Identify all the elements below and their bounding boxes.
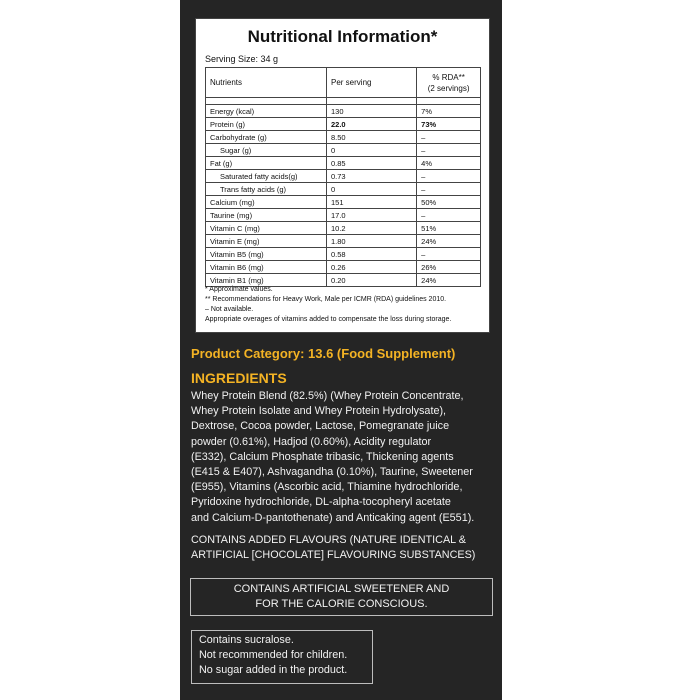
- ingredients-line: Whey Protein Blend (82.5%) (Whey Protein Concentrate,: [191, 390, 464, 402]
- rda-value: –: [417, 248, 481, 261]
- table-row: [206, 209, 481, 222]
- serving-size: Serving Size: 34 g: [205, 54, 279, 64]
- rda-value: 7%: [417, 105, 481, 118]
- ingredients-text: [191, 389, 494, 526]
- nutrient-name: Trans fatty acids (g): [206, 183, 327, 196]
- nutrient-name: Carbohydrate (g): [206, 131, 327, 144]
- table-row: [206, 235, 481, 248]
- ingredients-line: (E415 & E407), Ashvagandha (0.10%), Taurine, Sweetener: [191, 466, 473, 479]
- rda-value: –: [417, 183, 481, 196]
- sweetener-notice-box: [190, 578, 493, 616]
- table-row: [206, 105, 481, 118]
- footnote: * Approximate values.: [205, 286, 273, 293]
- ingredients-line: and Calcium-D-pantothenate) and Anticaking agent (E551).: [191, 511, 475, 524]
- footnote: – Not available.: [205, 306, 254, 313]
- table-spacer-row: [206, 98, 481, 105]
- rda-value: 24%: [417, 274, 481, 287]
- ingredients-line: powder (0.61%), Hadjod (0.60%), Acidity regulator: [191, 435, 432, 448]
- footnote: Appropriate overages of vitamins added to compensate the loss during storage.: [205, 316, 452, 323]
- table-row: [206, 222, 481, 235]
- header-rda-line1: % RDA**: [432, 72, 465, 82]
- header-nutrients: Nutrients: [206, 68, 327, 98]
- rda-value: 73%: [417, 118, 481, 131]
- per-serving-value: 130: [327, 105, 417, 118]
- nutrient-name: Energy (kcal): [206, 105, 327, 118]
- table-row: [206, 261, 481, 274]
- ingredients-line: Pyridoxine hydrochloride, DL-alpha-tocopheryl acetate: [191, 496, 451, 509]
- rda-value: –: [417, 144, 481, 157]
- sweetener-line: CONTAINS ARTIFICIAL SWEETENER AND: [233, 583, 450, 595]
- per-serving-value: 0.85: [327, 157, 417, 170]
- warnings-box: [191, 630, 373, 684]
- nutrient-name: Sugar (g): [206, 144, 327, 157]
- footnote: ** Recommendations for Heavy Work, Male per ICMR (RDA) guidelines 2010.: [205, 296, 447, 303]
- nutrient-name: Vitamin B6 (mg): [206, 261, 327, 274]
- nutrient-name: Vitamin B1 (mg): [206, 274, 327, 287]
- table-row: [206, 248, 481, 261]
- product-category: Product Category: 13.6 (Food Supplement): [191, 346, 456, 361]
- table-row: [206, 183, 481, 196]
- ingredients-heading: INGREDIENTS: [191, 370, 287, 386]
- header-per-serving: Per serving: [327, 68, 417, 98]
- per-serving-value: 151: [327, 196, 417, 209]
- nutrient-name: Saturated fatty acids(g): [206, 170, 327, 183]
- nutrient-name: Vitamin C (mg): [206, 222, 327, 235]
- nutrient-name: Calcium (mg): [206, 196, 327, 209]
- table-row: [206, 131, 481, 144]
- flavours-statement: [191, 533, 494, 563]
- sweetener-line: FOR THE CALORIE CONSCIOUS.: [255, 598, 428, 610]
- table-row: [206, 157, 481, 170]
- warning-line: Contains sucralose.: [199, 634, 294, 646]
- flavours-line: ARTIFICIAL [CHOCOLATE] FLAVOURING SUBSTANCES): [191, 549, 476, 561]
- per-serving-value: 17.0: [327, 209, 417, 222]
- header-rda-line2: (2 servings): [427, 83, 470, 93]
- table-row: [206, 196, 481, 209]
- nutrient-name: Vitamin E (mg): [206, 235, 327, 248]
- nutrient-name: Fat (g): [206, 157, 327, 170]
- table-row: [206, 170, 481, 183]
- per-serving-value: 0.58: [327, 248, 417, 261]
- per-serving-value: 1.80: [327, 235, 417, 248]
- per-serving-value: 22.0: [327, 118, 417, 131]
- nutrition-title: Nutritional Information*: [247, 27, 438, 46]
- nutrition-table: [205, 67, 481, 287]
- nutrition-facts-box: [195, 18, 490, 333]
- per-serving-value: 0: [327, 183, 417, 196]
- nutrient-name: Taurine (mg): [206, 209, 327, 222]
- warning-line: No sugar added in the product.: [199, 664, 348, 676]
- rda-value: 51%: [417, 222, 481, 235]
- per-serving-value: 0: [327, 144, 417, 157]
- ingredients-line: (E332), Calcium Phosphate tribasic, Thickening agents: [191, 450, 454, 463]
- flavours-line: CONTAINS ADDED FLAVOURS (NATURE IDENTICAL &: [191, 534, 466, 546]
- rda-value: –: [417, 170, 481, 183]
- nutrient-name: Vitamin B5 (mg): [206, 248, 327, 261]
- rda-value: –: [417, 209, 481, 222]
- per-serving-value: 0.20: [327, 274, 417, 287]
- rda-value: 4%: [417, 157, 481, 170]
- per-serving-value: 0.26: [327, 261, 417, 274]
- nutrient-name: Protein (g): [206, 118, 327, 131]
- header-rda: [417, 68, 481, 98]
- rda-value: 26%: [417, 261, 481, 274]
- table-row: [206, 144, 481, 157]
- per-serving-value: 0.73: [327, 170, 417, 183]
- rda-value: 24%: [417, 235, 481, 248]
- ingredients-line: Whey Protein Isolate and Whey Protein Hydrolysate),: [191, 405, 447, 418]
- per-serving-value: 10.2: [327, 222, 417, 235]
- rda-value: –: [417, 131, 481, 144]
- rda-value: 50%: [417, 196, 481, 209]
- warning-line: Not recommended for children.: [199, 649, 348, 661]
- table-row: [206, 118, 481, 131]
- ingredients-line: Dextrose, Cocoa powder, Lactose, Pomegranate juice: [191, 420, 450, 433]
- table-header-row: [206, 68, 481, 98]
- per-serving-value: 8.50: [327, 131, 417, 144]
- ingredients-line: (E955), Vitamins (Ascorbic acid, Thiamine hydrochloride,: [191, 481, 463, 494]
- nutrition-footnotes: [205, 285, 451, 325]
